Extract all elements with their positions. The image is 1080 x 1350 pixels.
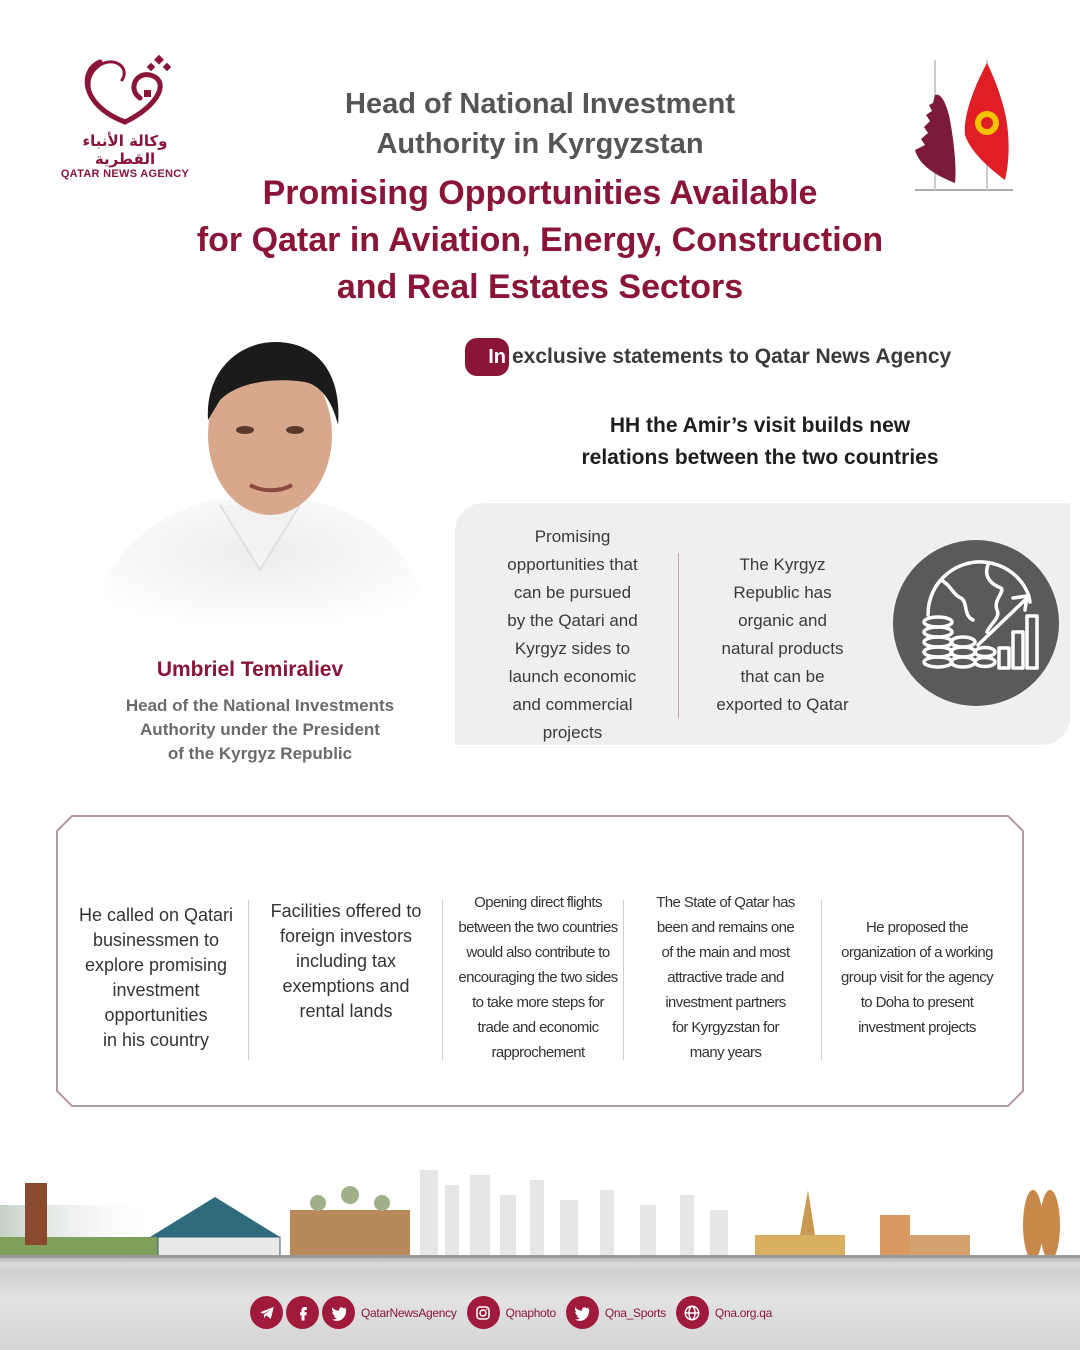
point-line: to take more steps for <box>472 994 604 1011</box>
panel-line: Kyrgyz sides to <box>514 639 631 658</box>
amir-visit-line: HH the Amir’s visit builds new <box>609 414 911 437</box>
social-handle-sports[interactable]: Qna_Sports <box>604 1305 666 1320</box>
key-points-box <box>56 815 1024 1107</box>
point-line: would also contribute to <box>466 944 610 961</box>
point-line: in his country <box>102 1030 210 1050</box>
website-link[interactable]: Qna.org.qa <box>714 1305 772 1320</box>
panel-line: launch economic <box>508 667 637 686</box>
point-line: opportunities <box>104 1005 208 1025</box>
logo-english-text: QATAR NEWS AGENCY <box>60 168 190 180</box>
point-line: many years <box>689 1044 762 1061</box>
landmarks-skyline-illustration <box>0 1155 1080 1265</box>
point-invite-businessmen <box>70 903 242 1053</box>
point-line: businessmen to <box>92 930 220 950</box>
highlights-panel <box>455 503 1070 745</box>
point-line: of the main and most <box>661 944 790 961</box>
facebook-icon[interactable] <box>286 1296 319 1329</box>
instagram-icon[interactable] <box>467 1296 500 1329</box>
twitter-sports-icon[interactable] <box>566 1296 599 1329</box>
panel-line: exported to Qatar <box>716 695 849 714</box>
panel-divider <box>678 553 679 718</box>
point-line: investment <box>112 980 200 1000</box>
point-line: been and remains one <box>656 919 795 936</box>
point-line: encouraging the two sides <box>458 969 618 986</box>
headline-line: for Qatar in Aviation, Energy, Construction <box>196 221 884 259</box>
point-line: for Kyrgyzstan for <box>672 1019 779 1036</box>
amir-visit-line: relations between the two countries <box>581 446 939 469</box>
panel-line: Republic has <box>733 583 832 602</box>
point-line: trade and economic <box>477 1019 599 1036</box>
logo-arabic-text: وكالة الأنباء القطرية <box>82 132 168 168</box>
social-bar <box>250 1296 782 1329</box>
in-badge: In <box>465 338 509 376</box>
point-line: He proposed the <box>866 919 968 936</box>
point-line: rental lands <box>299 1001 393 1021</box>
point-facilities <box>256 899 436 1024</box>
point-line: Opening direct flights <box>474 894 602 911</box>
social-handle-instagram[interactable]: Qnaphoto <box>505 1305 556 1320</box>
point-direct-flights <box>448 890 628 1065</box>
person-title-line: of the Kyrgyz Republic <box>167 744 353 763</box>
subheading <box>250 84 830 164</box>
point-line: investment partners <box>665 994 786 1011</box>
headline-line: Promising Opportunities Available <box>262 174 818 212</box>
portrait-photo <box>80 330 440 630</box>
point-divider <box>442 900 443 1060</box>
point-divider <box>821 900 822 1060</box>
point-line: organization of a working <box>841 944 993 961</box>
point-line: group visit for the agency <box>841 969 993 986</box>
headline-line: and Real Estates Sectors <box>336 268 744 306</box>
qna-logo <box>50 50 200 180</box>
point-line: He called on Qatari <box>78 905 234 925</box>
twitter-icon[interactable] <box>322 1296 355 1329</box>
point-line: foreign investors <box>279 926 413 946</box>
panel-line: natural products <box>721 639 844 658</box>
person-title-line: Head of the National Investments <box>125 696 395 715</box>
person-title <box>90 694 430 766</box>
panel-line: organic and <box>738 611 827 630</box>
point-line: exemptions and <box>282 976 410 996</box>
panel-text-opportunities <box>485 523 660 747</box>
panel-line: The Kyrgyz <box>739 555 826 574</box>
telegram-icon[interactable] <box>250 1296 283 1329</box>
person-name: Umbriel Temiraliev <box>156 658 344 681</box>
point-line: Facilities offered to <box>270 901 422 921</box>
point-trade-partner <box>638 890 813 1065</box>
subheading-line: Authority in Kyrgyzstan <box>376 128 704 160</box>
point-line: including tax <box>295 951 397 971</box>
qna-emblem-icon <box>70 50 180 130</box>
point-working-group <box>828 915 1006 1040</box>
globe-icon[interactable] <box>676 1296 709 1329</box>
global-investment-growth-icon <box>893 540 1059 706</box>
panel-line: and commercial <box>512 695 633 714</box>
point-line: attractive trade and <box>667 969 784 986</box>
point-line: between the two countries <box>458 919 618 936</box>
person-title-line: Authority under the President <box>140 720 380 739</box>
panel-line: Promising <box>534 527 611 546</box>
point-line: The State of Qatar has <box>656 894 795 911</box>
subheading-line: Head of National Investment <box>345 88 735 120</box>
point-line: investment projects <box>858 1019 976 1036</box>
exclusive-statement <box>465 338 951 376</box>
panel-line: opportunities that <box>507 555 638 574</box>
panel-text-products <box>695 551 870 719</box>
point-line: rapprochement <box>491 1044 585 1061</box>
point-line: to Doha to present <box>860 994 974 1011</box>
amir-visit-heading <box>540 410 980 474</box>
social-handle-main[interactable]: QatarNewsAgency <box>361 1305 457 1320</box>
panel-line: can be pursued <box>513 583 632 602</box>
headline <box>120 170 960 311</box>
panel-line: projects <box>542 723 603 742</box>
kyrgyzstan-flag-icon <box>965 63 1009 180</box>
point-divider <box>248 900 249 1060</box>
point-line: explore promising <box>84 955 228 975</box>
panel-line: that can be <box>740 667 825 686</box>
panel-line: by the Qatari and <box>507 611 638 630</box>
point-divider <box>623 900 624 1060</box>
exclusive-text: exclusive statements to Qatar News Agency <box>512 345 952 368</box>
